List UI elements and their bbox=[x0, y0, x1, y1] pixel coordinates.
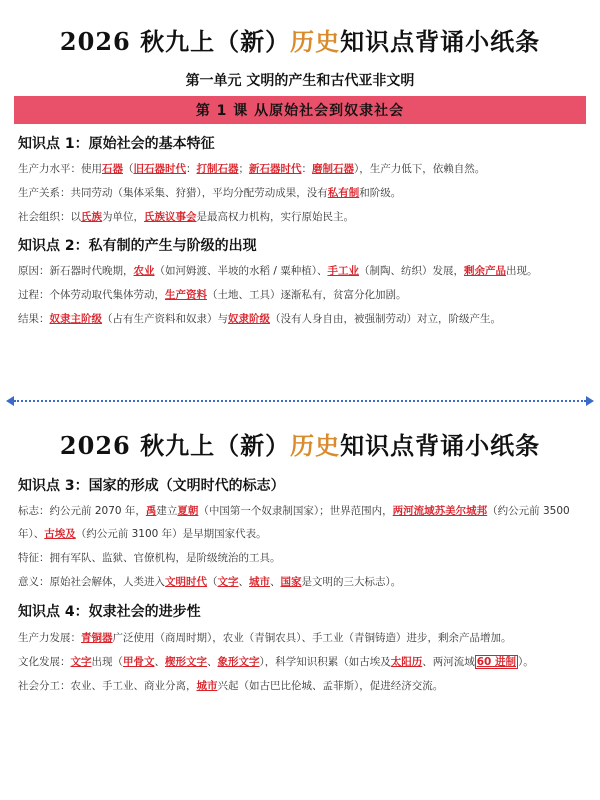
page-divider bbox=[6, 396, 594, 406]
kp1-line-1: 生产力水平：使用石器（旧石器时代：打制石器；新石器时代：磨制石器），生产力低下，依赖自然。 bbox=[18, 163, 486, 175]
kp1-line-2: 生产关系：共同劳动（集体采集、狩猎），平均分配劳动成果，没有私有制和阶级。 bbox=[18, 187, 402, 199]
dotted-line bbox=[14, 400, 586, 402]
kp3-heading: 知识点 3：国家的形成（文明时代的标志） bbox=[18, 478, 285, 494]
kp3-line-1: 标志：约公元前 2070 年，禹建立夏朝（中国第一个奴隶制国家）；世界范围内，两河流域苏美尔城邦（约公元前 3500 年）、古埃及（约公元前 3100 年）是早期国家代表。 bbox=[18, 505, 570, 540]
kp4-line-1: 生产力发展：青铜器广泛使用（商周时期），农业（青铜农具）、手工业（青铜铸造）进步，剩余产品增加。 bbox=[18, 632, 512, 644]
knowledge-point-2 bbox=[18, 236, 584, 331]
kp3-line-2: 特征：拥有军队、监狱、官僚机构，是阶级统治的工具。 bbox=[18, 552, 281, 564]
kp1-line-3: 社会组织：以氏族为单位，氏族议事会是最高权力机构，实行原始民主。 bbox=[18, 211, 354, 223]
kp2-line-2: 过程：个体劳动取代集体劳动，生产资料（土地、工具）逐渐私有，贫富分化加剧。 bbox=[18, 289, 407, 301]
kp3-line-3: 意义：原始社会解体，人类进入文明时代（文字、城市、国家是文明的三大标志）。 bbox=[18, 576, 402, 588]
arrow-left-icon bbox=[6, 396, 14, 406]
knowledge-point-1 bbox=[18, 134, 584, 229]
page-title-repeat: 2026 秋九上（新）历史知识点背诵小纸条 bbox=[59, 431, 541, 460]
knowledge-point-4 bbox=[18, 602, 584, 698]
kp4-line-2: 文化发展：文字出现（甲骨文、楔形文字、象形文字），科学知识积累（如古埃及太阳历、两河流域 60 进制 ）。 bbox=[18, 656, 534, 668]
kp1-heading: 知识点 1：原始社会的基本特征 bbox=[18, 136, 215, 152]
unit-title: 第一单元 文明的产生和古代亚非文明 bbox=[185, 73, 415, 89]
page-title: 2026 秋九上（新）历史知识点背诵小纸条 bbox=[59, 27, 541, 56]
kp2-line-3: 结果：奴隶主阶级（占有生产资料和奴隶）与奴隶阶级（没有人身自由，被强制劳动）对立，阶级产生。 bbox=[18, 313, 501, 325]
kp4-line-3: 社会分工：农业、手工业、商业分离，城市兴起（如古巴比伦城、孟菲斯），促进经济交流。 bbox=[18, 680, 444, 692]
kp2-heading: 知识点 2：私有制的产生与阶级的出现 bbox=[18, 238, 257, 254]
kp4-heading: 知识点 4：奴隶社会的进步性 bbox=[18, 604, 201, 620]
arrow-right-icon bbox=[586, 396, 594, 406]
lesson-banner: 第 1 课 从原始社会到奴隶社会 bbox=[14, 96, 586, 124]
knowledge-point-3 bbox=[18, 476, 584, 594]
kp2-line-1: 原因：新石器时代晚期，农业（如河姆渡、半坡的水稻 / 粟种植）、手工业（制陶、纺织）发展，剩余产品出现。 bbox=[18, 265, 538, 277]
